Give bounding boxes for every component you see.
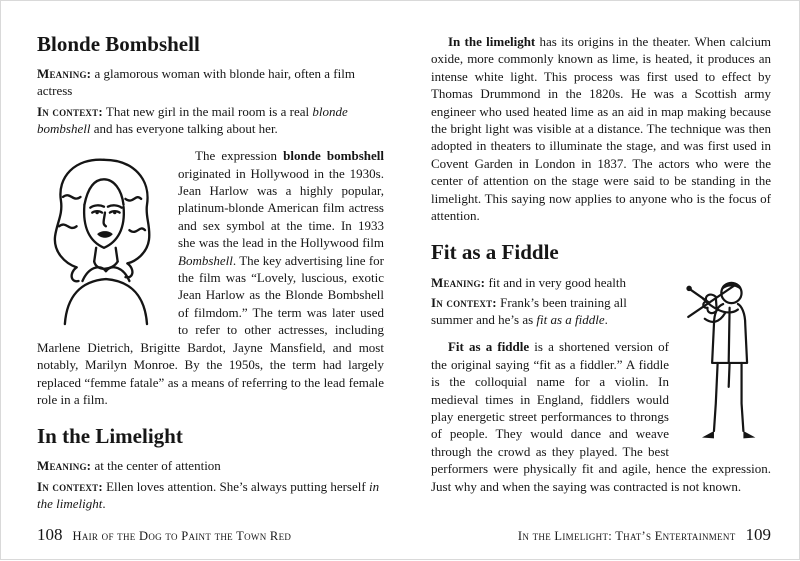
- context-text: Ellen loves attention. She’s always putting herself in the limelight.: [37, 478, 380, 511]
- context-line: [37, 478, 384, 513]
- entry-body: Fit as a fiddle is a shortened version of the original saying “fit as a fiddler.” A fiddle is the colloquial name for a violin. In medieval times in England, fiddlers would play energetic street performances to throngs of people. They would dance and weave through the crowd as they played. The best performers were physically fit and agile, hence the expression. Just why and when the saying was contracted is not known.: [430, 339, 771, 494]
- running-title: In the Limelight: That’s Entertainment: [517, 529, 736, 543]
- entry-body: In the limelight has its origins in the theater. When calcium oxide, more commonly known as lime, is heated, it produces an intense white light. This process was first used to effect by Thomas Drummond in the 1820s. He was a Scottish army engineer who used heated lime as an aid in map making because the bright light was visible at a distance. The technique was then adopted in theaters to illuminate the stage, and was first used in Covent Garden in London in 1837. The actors who were the center of attention on the stage were said to be standing in the limelight. This saying now applies to anyone who is the focus of attention.: [430, 34, 771, 224]
- blonde-bombshell-illustration: [39, 150, 167, 326]
- fiddler-illustration: [679, 274, 771, 450]
- page-right: [400, 1, 799, 561]
- page-number: 109: [745, 525, 771, 544]
- entry-blonde-bombshell: [37, 33, 384, 408]
- meaning-text: at the center of attention: [94, 458, 221, 474]
- context-label: In context:: [37, 478, 103, 494]
- meaning-line: [37, 457, 384, 474]
- page-footer-right: [431, 525, 771, 545]
- page-left: [1, 1, 400, 561]
- meaning-label: Meaning:: [37, 66, 92, 82]
- meaning-label: Meaning:: [430, 274, 486, 290]
- entry-title-blonde-bombshell: Blonde Bombshell: [37, 32, 200, 56]
- meaning-text: a glamorous woman with blonde hair, often a film actress: [37, 66, 355, 99]
- running-title: Hair of the Dog to Paint the Town Red: [72, 529, 292, 543]
- context-label: In context:: [430, 294, 497, 310]
- entry-in-the-limelight: [37, 425, 384, 512]
- entry-body: The expression blonde bombshell originated in Hollywood in the 1930s. Jean Harlow was a highly popular, platinum-blonde American film actress and sex symbol at the time. In 1933 she was the lead in the Hollywood film Bombshell. The key advertising line for the film was “Lovely, luscious, exotic Jean Harlow as the Blonde Bombshell of filmdom.” The term was later used to refer to other actresses, including Marlene Dietrich, Brigitte Bardot, Jayne Mansfield, and most notably, Marilyn Monroe. By the 1950s, the term had largely replaced “femme fatale” as a means of referring to the lead female role in a film.: [37, 148, 384, 407]
- entry-fit-as-a-fiddle: [431, 241, 771, 495]
- context-label: In context:: [37, 103, 103, 119]
- context-text: Frank’s been training all summer and he’s as fit as a fiddle.: [430, 294, 627, 328]
- meaning-label: Meaning:: [37, 458, 92, 474]
- entry-title-in-the-limelight: In the Limelight: [37, 424, 183, 449]
- context-line: [37, 103, 384, 138]
- entry-in-the-limelight-continuation: [431, 33, 771, 224]
- meaning-text: fit and in very good health: [488, 274, 627, 290]
- page-footer-left: [37, 525, 384, 545]
- entry-title-fit-as-a-fiddle: Fit as a Fiddle: [430, 240, 559, 265]
- context-text: That new girl in the mail room is a real blonde bombshell and has everyone talking about her.: [37, 103, 348, 136]
- entry-body-block: [37, 147, 384, 408]
- page-number: 108: [37, 525, 63, 544]
- meaning-line: [37, 65, 384, 100]
